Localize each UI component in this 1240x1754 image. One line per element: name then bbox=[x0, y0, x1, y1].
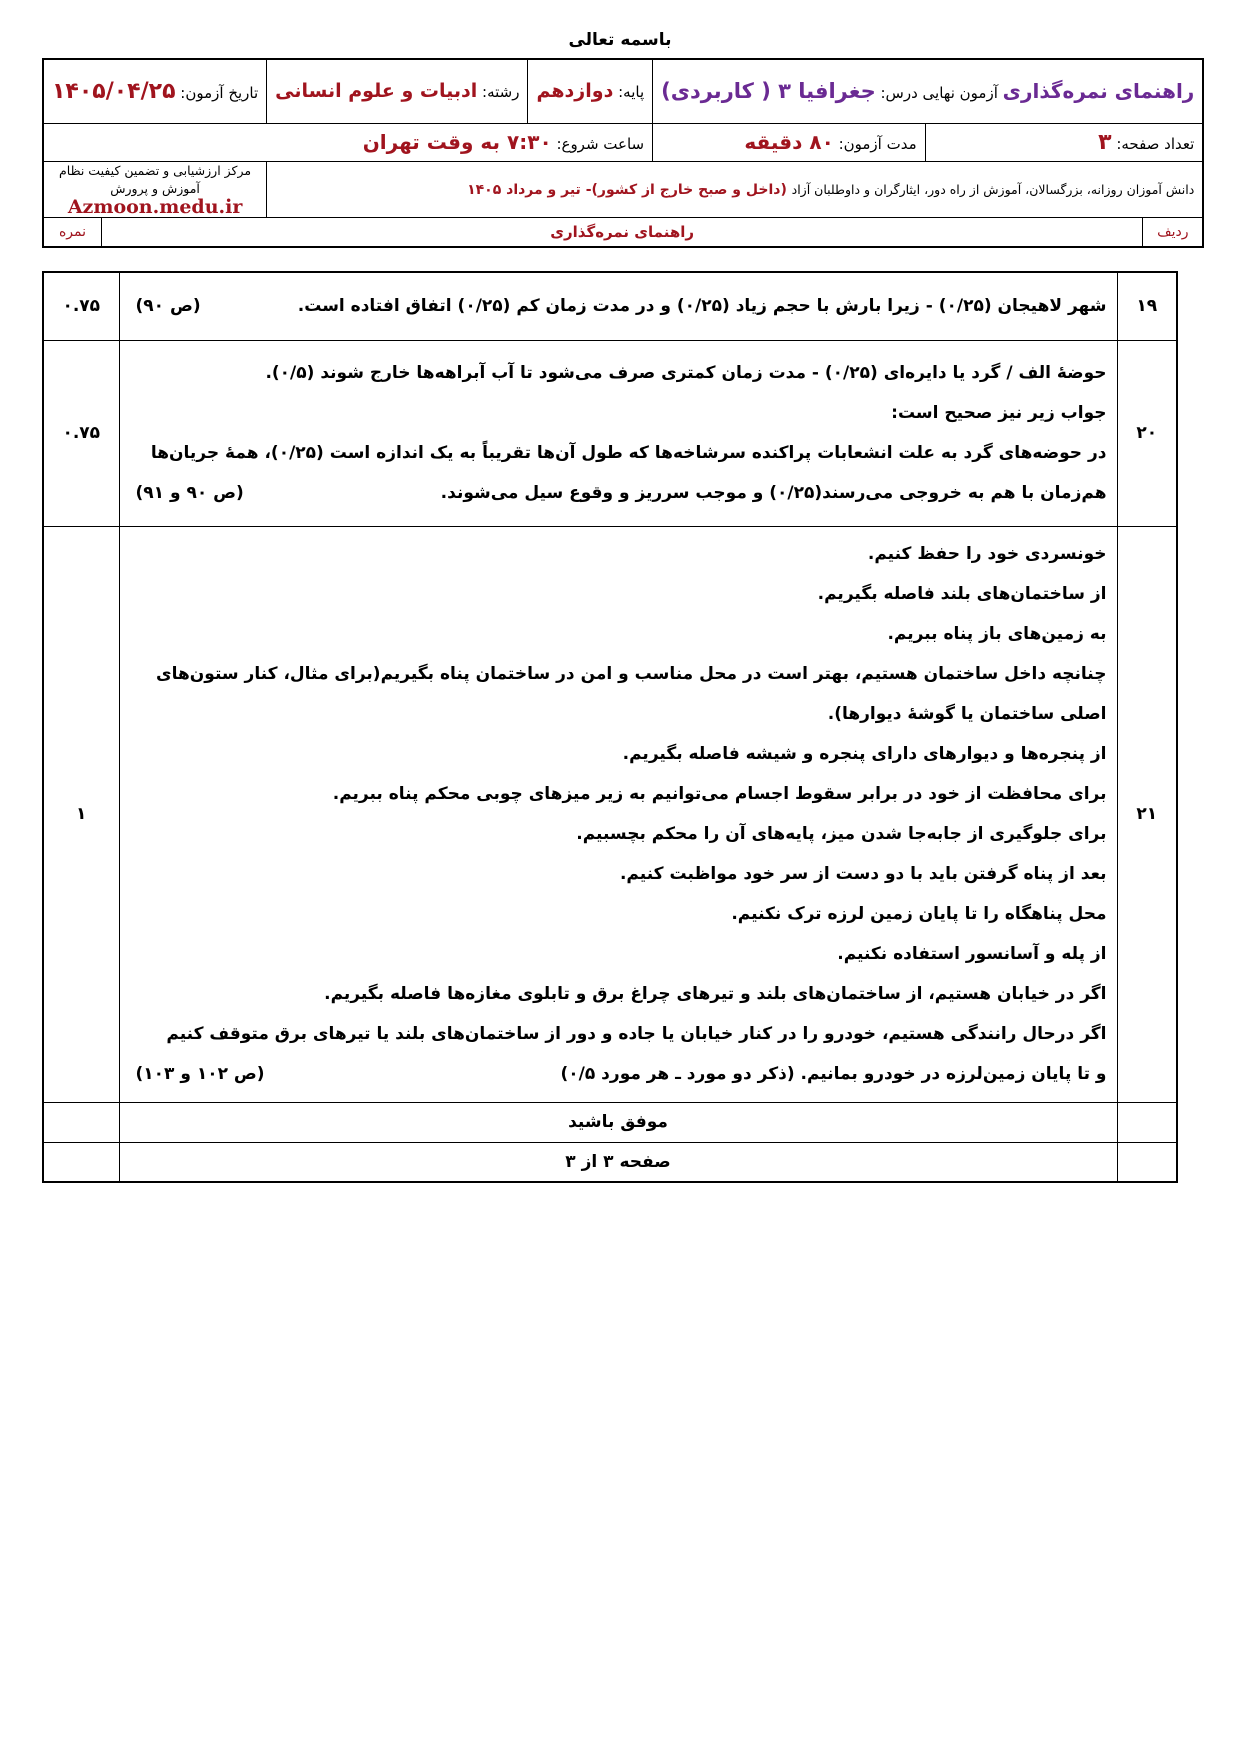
exam-label: آزمون نهایی درس: bbox=[880, 84, 998, 103]
footer-row-page bbox=[43, 1142, 1177, 1182]
answer-line bbox=[130, 974, 1107, 1014]
answer-text: از پنجره‌ها و دیوارهای دارای پنجره و شیشه فاصله بگیریم. bbox=[622, 744, 1107, 764]
header-row-1 bbox=[43, 59, 1203, 123]
answer-text: خونسردی خود را حفظ کنیم. bbox=[867, 544, 1107, 564]
grading-table bbox=[42, 271, 1178, 1183]
footer-row-good-luck bbox=[43, 1102, 1177, 1142]
date-cell bbox=[43, 59, 267, 123]
answer-text: اصلی ساختمان یا گوشهٔ دیوارها). bbox=[827, 704, 1107, 724]
pages-value: ۳ bbox=[1098, 129, 1112, 155]
answer-text: برای محافظت از خود در برابر سقوط اجسام می‌توانیم به زیر میزهای چوبی محکم پناه ببریم. bbox=[332, 784, 1107, 804]
grade-value: دوازدهم bbox=[536, 80, 614, 103]
empty-cell bbox=[1117, 1142, 1177, 1182]
answer-line bbox=[130, 614, 1107, 654]
answer-text: اگر درحال رانندگی هستیم، خودرو را در کنار خیابان یا جاده و دور از ساختمان‌های بلند یا تیرهای برق متوقف کنیم bbox=[166, 1024, 1107, 1044]
date-value: ۱۴۰۵/۰۴/۲۵ bbox=[52, 78, 176, 104]
empty-cell bbox=[43, 1102, 119, 1142]
answer-text: شهر لاهیجان (۰/۲۵) - زیرا بارش با حجم زیاد (۰/۲۵) و در مدت زمان کم (۰/۲۵) اتفاق افتاده است. bbox=[297, 296, 1107, 317]
field-cell bbox=[267, 59, 528, 123]
course-cell bbox=[653, 59, 1204, 123]
answer-cell bbox=[119, 272, 1117, 340]
column-titles-cell bbox=[43, 217, 1203, 247]
guide-title: راهنمای نمره‌گذاری bbox=[1002, 79, 1195, 104]
answer-cell bbox=[119, 526, 1117, 1102]
page-reference: (ص ۹۰ و ۹۱) bbox=[135, 483, 244, 503]
answer-line bbox=[130, 473, 1107, 513]
duration-label: مدت آزمون: bbox=[838, 135, 917, 153]
answer-line bbox=[130, 854, 1107, 894]
center-cell bbox=[43, 161, 267, 217]
empty-cell bbox=[43, 1142, 119, 1182]
col-guide-title: راهنمای نمره‌گذاری bbox=[550, 222, 695, 241]
row-number: ۱۹ bbox=[1117, 272, 1177, 340]
answer-line bbox=[130, 734, 1107, 774]
row-number: ۲۰ bbox=[1117, 340, 1177, 526]
header-row-4 bbox=[43, 217, 1203, 247]
answer-line bbox=[130, 654, 1107, 694]
answer-text: حوضهٔ الف / گرد یا دایره‌ای (۰/۲۵) - مدت زمان کمتری صرف می‌شود تا آب آبراهه‌ها خارج شوند (۰/۵). bbox=[265, 363, 1107, 383]
answer-line bbox=[130, 353, 1107, 393]
page-reference: (ص ۱۰۲ و ۱۰۳) bbox=[135, 1064, 265, 1084]
score-value: ۰.۷۵ bbox=[43, 340, 119, 526]
score-value: ۱ bbox=[43, 526, 119, 1102]
score-value: ۰.۷۵ bbox=[43, 272, 119, 340]
pages-cell bbox=[925, 123, 1203, 161]
field-value: ادبیات و علوم انسانی bbox=[275, 80, 478, 103]
answer-line bbox=[130, 393, 1107, 433]
answer-line bbox=[130, 1054, 1107, 1094]
participants-cell bbox=[267, 161, 1204, 217]
page-number-text: صفحه ۳ از ۳ bbox=[119, 1142, 1117, 1182]
answer-line bbox=[130, 574, 1107, 614]
header-row-2 bbox=[43, 123, 1203, 161]
pages-label: تعداد صفحه: bbox=[1116, 134, 1195, 153]
answer-text: و تا پایان زمین‌لرزه در خودرو بمانیم. (ذکر دو مورد ـ هر مورد ۰/۵) bbox=[560, 1064, 1107, 1084]
question-row bbox=[43, 526, 1177, 1102]
answer-line bbox=[130, 286, 1107, 326]
center-text: مرکز ارزشیابی و تضمین کیفیت نظام آموزش و پرورش bbox=[59, 162, 252, 196]
answer-text: محل پناهگاه را تا پایان زمین لرزه ترک نکنیم. bbox=[731, 904, 1107, 924]
question-row bbox=[43, 272, 1177, 340]
header-row-3 bbox=[43, 161, 1203, 217]
start-cell bbox=[43, 123, 653, 161]
answer-text: در حوضه‌های گرد به علت انشعابات پراکنده سرشاخه‌ها که طول آن‌ها تقریباً به یک اندازه است (۰/۲۵)، همهٔ جریان‌ها bbox=[150, 443, 1107, 463]
answer-text: اگر در خیابان هستیم، از ساختمان‌های بلند و تیرهای چراغ برق و تابلوی مغازه‌ها فاصله بگیریم. bbox=[324, 984, 1107, 1004]
answer-cell bbox=[119, 340, 1117, 526]
students-text: دانش آموزان روزانه، بزرگسالان، آموزش از راه دور، ایثارگران و داوطلبان آزاد bbox=[791, 182, 1195, 197]
row-number: ۲۱ bbox=[1117, 526, 1177, 1102]
answer-text: چنانچه داخل ساختمان هستیم، بهتر است در محل مناسب و امن در ساختمان پناه بگیریم(برای مثال، کنار ستون‌های bbox=[156, 664, 1107, 684]
field-label: رشته: bbox=[482, 83, 520, 102]
col-score-title: نمره bbox=[44, 218, 102, 246]
empty-cell bbox=[1117, 1102, 1177, 1142]
answer-text: جواب زیر نیز صحیح است: bbox=[891, 403, 1107, 423]
page-reference: (ص ۹۰) bbox=[135, 296, 201, 317]
exam-header-table bbox=[42, 58, 1204, 248]
start-label: ساعت شروع: bbox=[556, 135, 645, 153]
answer-text: از پله و آسانسور استفاده نکنیم. bbox=[837, 944, 1107, 964]
course-value: جغرافیا ۳ ( کاربردی) bbox=[661, 79, 876, 104]
answer-line bbox=[130, 694, 1107, 734]
answer-line bbox=[130, 774, 1107, 814]
grade-cell bbox=[528, 59, 653, 123]
answer-text: برای جلوگیری از جابه‌جا شدن میز، پایه‌های آن را محکم بچسبیم. bbox=[576, 824, 1107, 844]
answer-line bbox=[130, 934, 1107, 974]
page-top-title: باسمه تعالی bbox=[568, 30, 672, 50]
question-row bbox=[43, 340, 1177, 526]
answer-line bbox=[130, 1014, 1107, 1054]
answer-line bbox=[130, 534, 1107, 574]
grade-label: پایه: bbox=[618, 83, 645, 102]
answer-line bbox=[130, 814, 1107, 854]
answer-line bbox=[130, 433, 1107, 473]
duration-value: ۸۰ دقیقه bbox=[744, 130, 834, 154]
answer-text: هم‌زمان با هم به خروجی می‌رسند(۰/۲۵) و موجب سرریز و وقوع سیل می‌شوند. bbox=[440, 483, 1107, 503]
session-text: (داخل و صبح خارج از کشور)- تیر و مرداد ۱۴۰۵ bbox=[467, 182, 787, 198]
start-value: ۷:۳۰ به وقت تهران bbox=[362, 130, 552, 154]
answer-text: بعد از پناه گرفتن باید با دو دست از سر خود مواظبت کنیم. bbox=[619, 864, 1107, 884]
date-label: تاریخ آزمون: bbox=[180, 83, 259, 102]
answer-text: به زمین‌های باز پناه ببریم. bbox=[887, 624, 1107, 644]
answer-line bbox=[130, 894, 1107, 934]
answer-text: از ساختمان‌های بلند فاصله بگیریم. bbox=[817, 584, 1107, 604]
website-link[interactable]: Azmoon.medu.ir bbox=[67, 195, 243, 218]
col-row-title: ردیف bbox=[1142, 218, 1202, 246]
duration-cell bbox=[653, 123, 926, 161]
good-luck-text: موفق باشید bbox=[119, 1102, 1117, 1142]
